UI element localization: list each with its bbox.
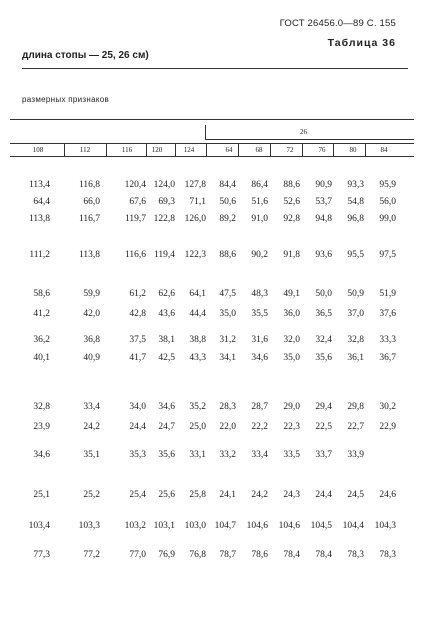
table-cell: 24,2 [251, 490, 268, 500]
column-header: 72 [286, 146, 294, 154]
table-cell: 71,1 [189, 197, 206, 207]
table-cell: 24,4 [129, 422, 146, 432]
table-cell: 104,7 [214, 521, 236, 531]
column-divider [64, 143, 65, 156]
table-cell: 103,0 [184, 521, 206, 531]
table-cell: 104,4 [342, 521, 364, 531]
table-cell: 50,6 [219, 197, 236, 207]
table-cell: 127,8 [184, 180, 206, 190]
table-cell: 23,9 [33, 422, 50, 432]
column-header: 124 [183, 146, 195, 154]
table-caption: длина стопы — 25, 26 см) [22, 50, 149, 61]
column-header: 80 [349, 146, 357, 154]
table-cell: 61,2 [129, 289, 146, 299]
table-cell: 113,4 [28, 180, 50, 190]
table-cell: 35,1 [83, 450, 100, 460]
table-cell: 40,9 [83, 353, 100, 363]
table-row [0, 353, 424, 367]
table-cell: 33,3 [379, 335, 396, 345]
table-cell: 86,4 [251, 180, 268, 190]
table-cell: 104,3 [374, 521, 396, 531]
table-cell: 35,6 [315, 353, 332, 363]
table-cell: 103,2 [124, 521, 146, 531]
table-row [0, 309, 424, 323]
table-cell: 36,2 [33, 335, 50, 345]
table-cell: 28,7 [251, 402, 268, 412]
column-header: 116 [121, 146, 133, 154]
table-cell: 95,5 [347, 250, 364, 260]
table-cell: 120,4 [124, 180, 146, 190]
table-cell: 49,1 [283, 289, 300, 299]
table-cell: 93,3 [347, 180, 364, 190]
table-cell: 29,0 [283, 402, 300, 412]
table-cell: 34,0 [129, 402, 146, 412]
table-cell: 41,7 [129, 353, 146, 363]
table-cell: 99,0 [379, 214, 396, 224]
table-row [0, 450, 424, 464]
table-cell: 22,3 [283, 422, 300, 432]
table-cell: 29,8 [347, 402, 364, 412]
header-top-rule [10, 143, 414, 144]
column-divider [365, 143, 366, 156]
table-cell: 24,1 [219, 490, 236, 500]
table-cell: 44,4 [189, 309, 206, 319]
table-cell: 33,4 [251, 450, 268, 460]
table-cell: 35,3 [129, 450, 146, 460]
table-cell: 22,9 [379, 422, 396, 432]
table-cell: 25,1 [33, 490, 50, 500]
table-cell: 48,3 [251, 289, 268, 299]
table-cell: 88,6 [283, 180, 300, 190]
table-cell: 51,6 [251, 197, 268, 207]
table-cell: 35,2 [189, 402, 206, 412]
table-row [0, 214, 424, 228]
table-cell: 95,9 [379, 180, 396, 190]
table-cell: 33,7 [315, 450, 332, 460]
table-cell: 47,5 [219, 289, 236, 299]
table-row [0, 197, 424, 211]
table-cell: 25,8 [189, 490, 206, 500]
table-cell: 59,9 [83, 289, 100, 299]
table-cell: 78,6 [251, 550, 268, 560]
table-cell: 54,8 [347, 197, 364, 207]
table-cell: 25,6 [158, 490, 175, 500]
table-cell: 43,6 [158, 309, 175, 319]
table-cell: 40,1 [33, 353, 50, 363]
table-cell: 124,0 [153, 180, 175, 190]
table-cell: 41,2 [33, 309, 50, 319]
column-header: 64 [225, 146, 233, 154]
table-cell: 37,5 [129, 335, 146, 345]
table-cell: 64,4 [33, 197, 50, 207]
column-header: 76 [318, 146, 326, 154]
table-title: Таблица 36 [327, 37, 396, 49]
table-cell: 77,3 [33, 550, 50, 560]
table-cell: 29,4 [315, 402, 332, 412]
table-top-rule [10, 119, 414, 120]
table-cell: 43,3 [189, 353, 206, 363]
table-cell: 104,5 [310, 521, 332, 531]
table-cell: 122,3 [184, 250, 206, 260]
table-cell: 78,3 [347, 550, 364, 560]
table-cell: 88,6 [219, 250, 236, 260]
table-cell: 122,8 [153, 214, 175, 224]
table-cell: 32,0 [283, 335, 300, 345]
table-row [0, 289, 424, 303]
table-cell: 93,6 [315, 250, 332, 260]
table-cell: 78,4 [315, 550, 332, 560]
table-cell: 22,7 [347, 422, 364, 432]
table-cell: 36,5 [315, 309, 332, 319]
table-cell: 34,6 [251, 353, 268, 363]
table-cell: 30,2 [379, 402, 396, 412]
table-cell: 103,1 [153, 521, 175, 531]
table-cell: 104,6 [246, 521, 268, 531]
table-cell: 33,2 [219, 450, 236, 460]
table-cell: 91,8 [283, 250, 300, 260]
table-cell: 32,4 [315, 335, 332, 345]
table-cell: 33,1 [189, 450, 206, 460]
table-cell: 31,6 [251, 335, 268, 345]
table-cell: 51,9 [379, 289, 396, 299]
table-cell: 119,7 [124, 214, 146, 224]
table-cell: 24,6 [379, 490, 396, 500]
table-cell: 32,8 [347, 335, 364, 345]
table-cell: 103,4 [28, 521, 50, 531]
table-cell: 34,6 [33, 450, 50, 460]
table-cell: 50,9 [347, 289, 364, 299]
column-divider [302, 143, 303, 156]
table-cell: 77,2 [83, 550, 100, 560]
table-cell: 33,5 [283, 450, 300, 460]
table-cell: 69,3 [158, 197, 175, 207]
column-header: 112 [79, 146, 91, 154]
column-divider [238, 143, 239, 156]
table-cell: 31,2 [219, 335, 236, 345]
column-divider [146, 143, 147, 156]
column-divider [175, 143, 176, 156]
table-row [0, 250, 424, 264]
table-cell: 34,6 [158, 402, 175, 412]
table-cell: 33,4 [83, 402, 100, 412]
table-cell: 76,9 [158, 550, 175, 560]
column-divider [333, 143, 334, 156]
table-cell: 36,7 [379, 353, 396, 363]
table-cell: 25,2 [83, 490, 100, 500]
column-header: 108 [32, 146, 44, 154]
table-cell: 78,4 [283, 550, 300, 560]
standard-header: ГОСТ 26456.0—89 С. 155 [279, 18, 396, 29]
table-cell: 94,8 [315, 214, 332, 224]
table-cell: 25,4 [129, 490, 146, 500]
table-cell: 77,0 [129, 550, 146, 560]
table-cell: 38,1 [158, 335, 175, 345]
table-cell: 104,6 [278, 521, 300, 531]
table-cell: 64,1 [189, 289, 206, 299]
column-header: 68 [255, 146, 263, 154]
table-cell: 89,2 [219, 214, 236, 224]
table-cell: 34,1 [219, 353, 236, 363]
caption-rule [22, 68, 408, 69]
table-cell: 22,5 [315, 422, 332, 432]
column-header: 120 [151, 146, 163, 154]
table-cell: 78,7 [219, 550, 236, 560]
table-cell: 92,8 [283, 214, 300, 224]
table-cell: 36,1 [347, 353, 364, 363]
table-cell: 76,8 [189, 550, 206, 560]
column-header: 84 [380, 146, 388, 154]
table-row [0, 402, 424, 416]
column-divider [106, 143, 107, 156]
table-cell: 90,2 [251, 250, 268, 260]
table-cell: 97,5 [379, 250, 396, 260]
table-cell: 25,0 [189, 422, 206, 432]
table-cell: 24,7 [158, 422, 175, 432]
table-cell: 96,8 [347, 214, 364, 224]
table-cell: 24,4 [315, 490, 332, 500]
table-cell: 33,9 [347, 450, 364, 460]
table-cell: 78,3 [379, 550, 396, 560]
table-cell: 42,8 [129, 309, 146, 319]
table-cell: 36,8 [83, 335, 100, 345]
table-cell: 50,0 [315, 289, 332, 299]
table-cell: 66,0 [83, 197, 100, 207]
table-cell: 90,9 [315, 180, 332, 190]
table-cell: 52,6 [283, 197, 300, 207]
table-cell: 22,0 [219, 422, 236, 432]
table-cell: 37,0 [347, 309, 364, 319]
table-subcaption: размерных признаков [22, 95, 110, 104]
table-cell: 126,0 [184, 214, 206, 224]
table-cell: 24,2 [83, 422, 100, 432]
table-cell: 119,4 [153, 250, 175, 260]
table-cell: 42,5 [158, 353, 175, 363]
table-cell: 42,0 [83, 309, 100, 319]
header-bottom-rule [10, 156, 414, 157]
table-cell: 35,6 [158, 450, 175, 460]
column-divider [270, 143, 271, 156]
table-cell: 35,5 [251, 309, 268, 319]
table-cell: 111,2 [29, 250, 50, 260]
table-cell: 22,2 [251, 422, 268, 432]
table-cell: 38,8 [189, 335, 206, 345]
table-cell: 103,3 [78, 521, 100, 531]
table-row [0, 490, 424, 504]
table-cell: 113,8 [78, 250, 100, 260]
table-cell: 116,8 [78, 180, 100, 190]
table-row [0, 550, 424, 564]
table-cell: 116,7 [78, 214, 100, 224]
table-row [0, 521, 424, 535]
table-cell: 53,7 [315, 197, 332, 207]
table-cell: 28,3 [219, 402, 236, 412]
table-cell: 67,6 [129, 197, 146, 207]
column-divider [206, 143, 207, 156]
table-cell: 62,6 [158, 289, 175, 299]
table-cell: 24,5 [347, 490, 364, 500]
table-cell: 84,4 [219, 180, 236, 190]
table-cell: 56,0 [379, 197, 396, 207]
group-rule [205, 139, 414, 140]
table-cell: 91,0 [251, 214, 268, 224]
table-cell: 35,0 [283, 353, 300, 363]
table-cell: 113,8 [28, 214, 50, 224]
group-divider [205, 125, 206, 139]
table-cell: 24,3 [283, 490, 300, 500]
table-cell: 36,0 [283, 309, 300, 319]
table-row [0, 335, 424, 349]
group-header: 26 [300, 128, 307, 136]
table-cell: 116,6 [124, 250, 146, 260]
table-row [0, 180, 424, 194]
table-cell: 32,8 [33, 402, 50, 412]
table-row [0, 422, 424, 436]
table-cell: 58,6 [33, 289, 50, 299]
table-cell: 37,6 [379, 309, 396, 319]
table-cell: 35,0 [219, 309, 236, 319]
